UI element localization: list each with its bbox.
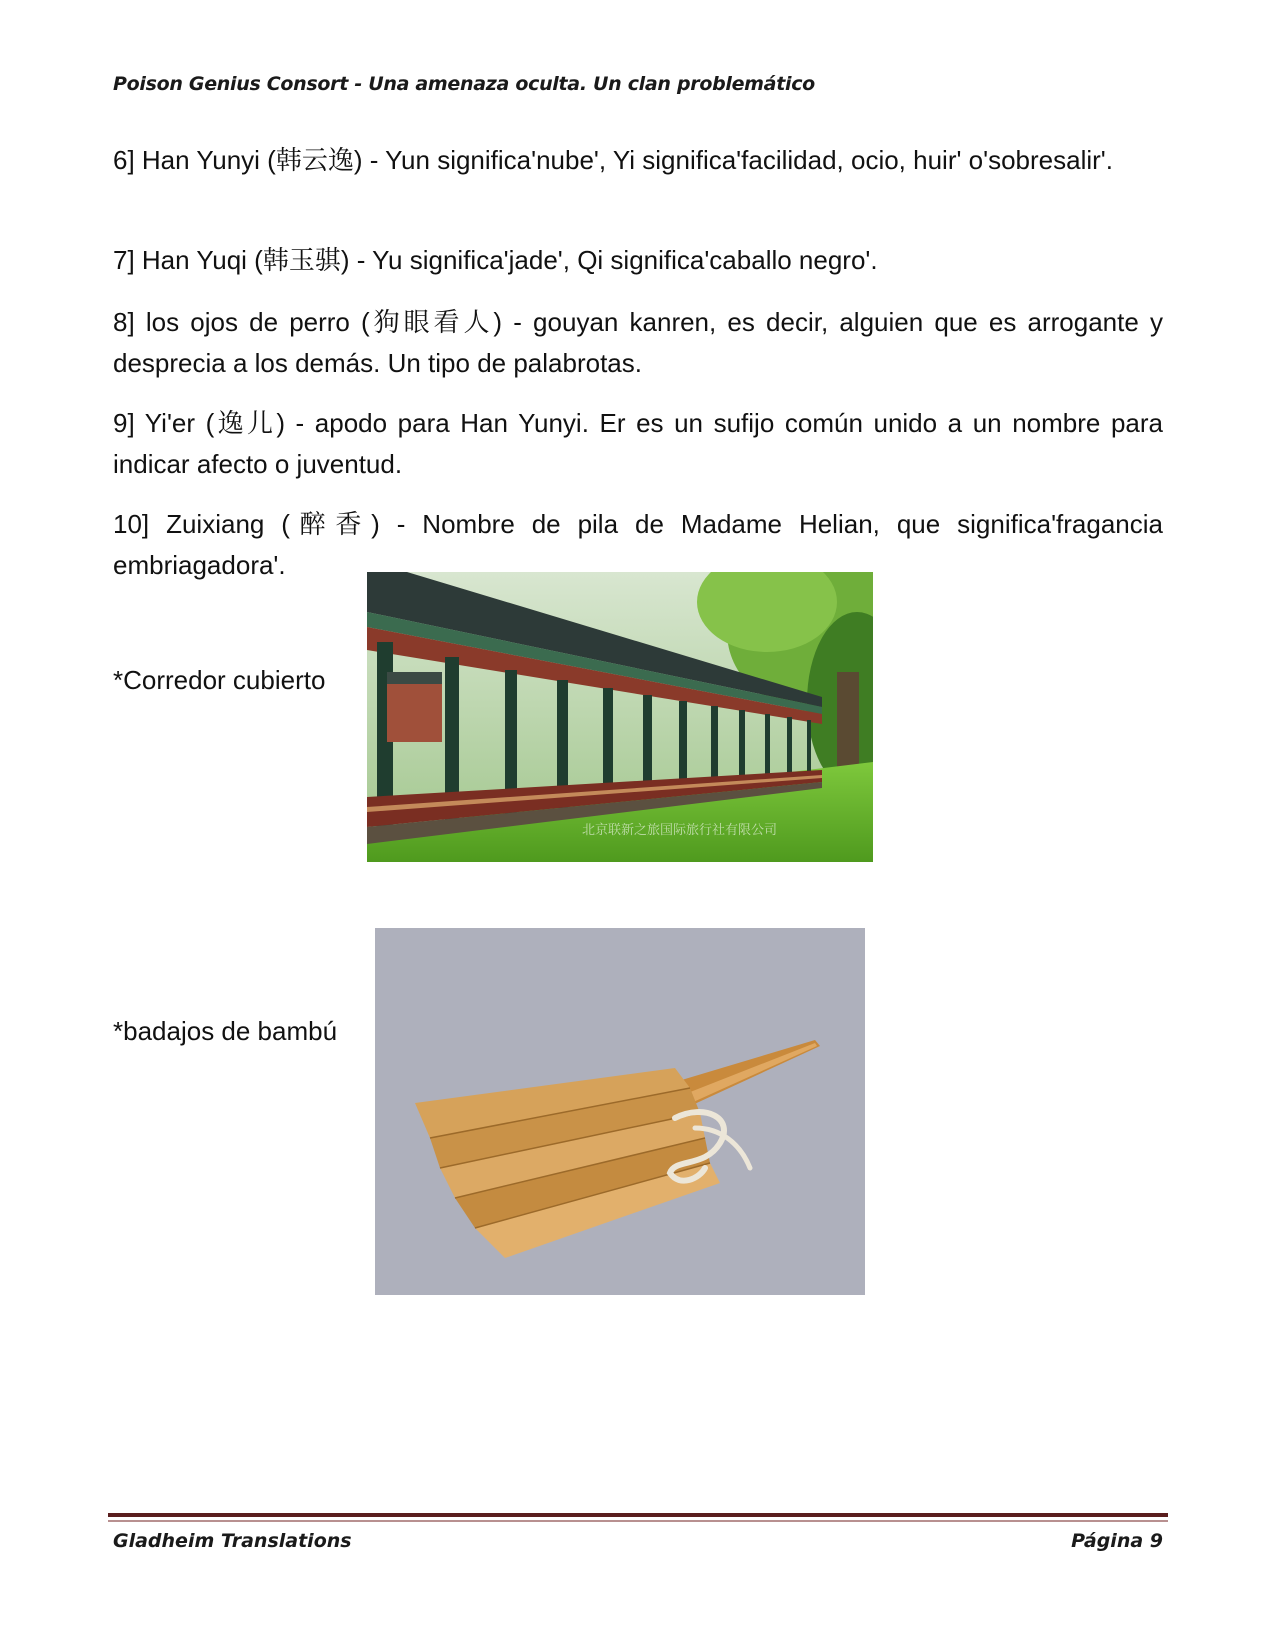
footer-divider xyxy=(108,1513,1168,1517)
page-header-title: Poison Genius Consort - Una amenaza oculta. Un clan problemático xyxy=(113,73,815,95)
bamboo-clappers-photo xyxy=(375,928,865,1295)
footnote-7: 7] Han Yuqi (韩玉骐) - Yu significa'jade', Qi significa'caballo negro'. xyxy=(113,245,878,275)
footnote-10: 10] Zuixiang (醉香) - Nombre de pila de Madame Helian, que significa'fragancia embriagadora'. xyxy=(113,509,1163,580)
covered-corridor-photo xyxy=(367,572,873,862)
figure-caption-clappers: *badajos de bambú xyxy=(113,1016,338,1046)
footnote-6: 6] Han Yunyi (韩云逸) - Yun significa'nube', Yi significa'facilidad, ocio, huir' o'sobresalir'. xyxy=(113,145,1113,175)
footer-translator-name: Gladheim Translations xyxy=(113,1530,352,1552)
figure-caption-corridor: *Corredor cubierto xyxy=(113,665,326,695)
photo-watermark: 北京联新之旅国际旅行社有限公司 xyxy=(582,823,778,838)
footer-page-number: Página 9 xyxy=(1071,1530,1163,1552)
footnote-8: 8] los ojos de perro (狗眼看人) - gouyan kanren, es decir, alguien que es arrogante y desprecia a los demás. Un tipo de palabrotas. xyxy=(113,307,1163,378)
footer-divider-thin xyxy=(108,1520,1168,1522)
footnote-9: 9] Yi'er (逸儿) - apodo para Han Yunyi. Er es un sufijo común unido a un nombre para indicar afecto o juventud. xyxy=(113,408,1163,479)
